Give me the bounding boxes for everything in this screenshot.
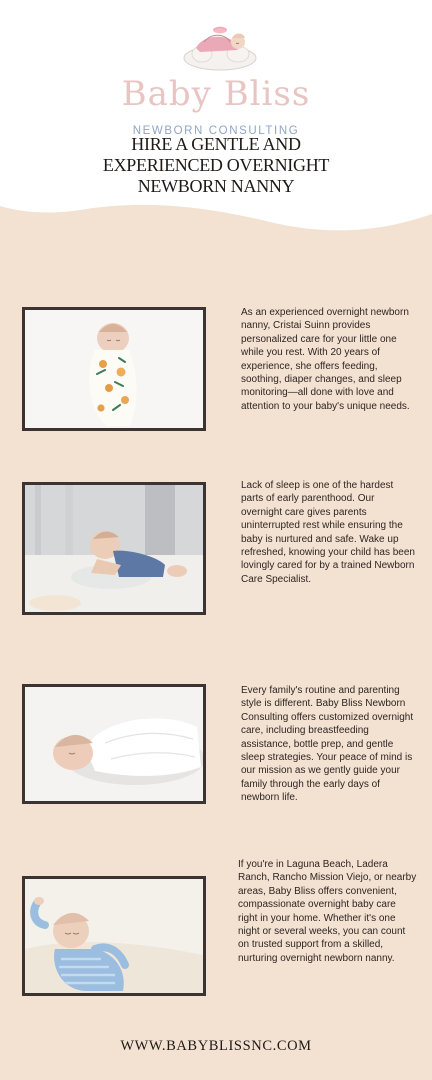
photo-swaddled-newborn [22,307,206,431]
brand-logo [0,18,432,137]
section-3-text: Every family's routine and parenting style is different. Baby Bliss Newborn Consulting offers customized overnight care, including breastfeeding assistance, bottle prep, and gentle sleep strategies. Your peace of mind is our mission as we gently guide your family through the early days of newborn life. [241,685,414,804]
headline-line-3: NEWBORN NANNY [137,176,295,196]
page-title [40,134,392,197]
photo-sleeping-baby [22,876,206,996]
brand-subtitle: NEWBORN CONSULTING [132,125,300,137]
headline-line-1: HIRE A GENTLE AND [131,134,301,154]
section-1-text: As an experienced overnight newborn nanny, Cristai Suinn provides personalized care for your little one while you rest. With 20 years of experience, she offers feeding, soothing, diaper changes, and sleep monitoring—all done with love and attention to your baby's unique needs. [241,307,410,412]
photo-baby-tummy-time [22,482,206,615]
photo-baby-in-white-swaddle [22,684,206,804]
section-4-text: If you're in Laguna Beach, Ladera Ranch, Rancho Mission Viejo, or nearby areas, Baby Bliss offers convenient, compassionate overnight baby care right in your home. Whether it's one night or several weeks, you can count on trusted support from a skilled, nurturing overnight newborn nanny. [238,859,417,964]
sleeping-baby-icon [180,22,260,74]
brand-name: Baby Bliss [121,74,311,114]
website-url[interactable]: WWW.BABYBLISSNC.COM [120,1038,312,1054]
headline-line-2: EXPERIENCED OVERNIGHT [102,155,330,175]
section-2-text: Lack of sleep is one of the hardest parts of early parenthood. Our overnight care gives parents uninterrupted rest while ensuring the baby is nurtured and safe. Wake up refreshed, knowing your child has been lovingly cared for by a trained Newborn Care Specialist. [241,480,415,585]
